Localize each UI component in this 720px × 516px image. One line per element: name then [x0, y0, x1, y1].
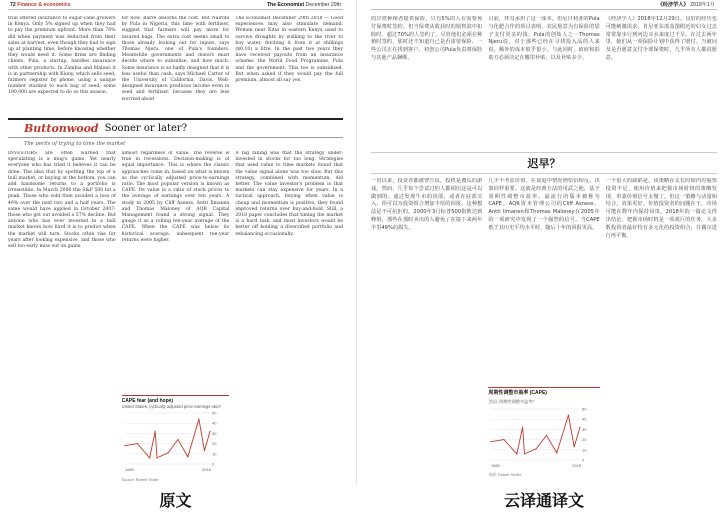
magazine-name: The Economist: [266, 1, 305, 8]
chart-source: 来源: Robert Shiller: [488, 473, 522, 478]
cape-data-point: [198, 419, 199, 420]
article-column-with-chart: [488, 178, 599, 483]
chart-subtitle: 美国, 周期性调整市盈率*: [488, 398, 535, 404]
page-divider: [356, 0, 357, 485]
cape-data-point: [524, 453, 525, 454]
text-column: 目前，拜耳承担了这一成本。但尼日利亚的Pula与化肥合作的项目表明，农民愿意为有保险的袋子支付更多的钱。Pula的创始人之一Thomas Njeru说，对于那些已经在寻找投入品的人来说，额外的成本似乎很小。与此同时，政府和捐助方必须决定在哪里补贴，以及补贴多少。: [488, 16, 600, 61]
chart-title: 周期性调整市盈率 (CAPE): [488, 390, 547, 396]
cape-data-point: [124, 445, 125, 446]
cape-data-point: [167, 453, 168, 454]
x-tick-label: 1880: [124, 467, 134, 473]
cape-data-point: [522, 426, 523, 427]
page-header: [8, 0, 343, 10]
y-tick-label: 30: [211, 431, 217, 437]
original-caption: 原文: [159, 491, 192, 510]
cape-data-point: [156, 458, 157, 459]
text-column: for now. Barre absorbs the cost. But Nairobi by Pula in Nigeria, this time with fertiliser, suggest that farmers will pay more for insured bags. The extra cost seems small to those already looking out for inputs, says Thomas Njeru, one of Pula's founders. Meanwhile governments and donors must decide where to subsidise, and how much. Some insurance is so badly designed that it is less useful than cash, says Michael Carter of the University of California, Davis. Well-designed insurance produces income even in seed and fertiliser, because they are less worried about: [121, 16, 230, 102]
cape-data-point: [154, 431, 155, 432]
previous-article-text: [8, 10, 343, 115]
x-tick-label: 1880: [491, 462, 501, 468]
cape-data-point: [568, 414, 569, 415]
cape-data-point: [204, 451, 205, 452]
text-column: 的甘蔗种植者提供保险，只有5%的人在需要预付保费时签约。但当保费从收获时的销售款中扣除时，超过70%的人签约了，尽管他们必须在种植时签约，那时还不知道自己是否需要保险。一些公司正在找到客户。初创公司Pula负责将保险与其他产品捆绑。: [371, 16, 483, 61]
y-tick-label: 10: [582, 446, 587, 452]
issue-date: December 29th: [305, 1, 341, 8]
text-column: 《经济学人》2018年12月29日。良好的经历也可能刺激需求。肯尼亚东部基图附近的妇女过去常常靠步行到河边买水来度过干旱。在过去两年里，她们从一项保险计划中获得了赔付。当被问及是否愿意支付全部保费时，几乎所有人都说愿意。: [605, 16, 717, 61]
y-tick-label: 30: [582, 426, 587, 432]
y-tick-label: 10: [211, 451, 217, 457]
y-tick-label: 40: [211, 421, 217, 427]
text-column: 几乎不考虑价值。在衰退中情况则恰恰相反。决策同样重要。这就是经典方法的用武之地，基于周期性调整市盈率。最流行的版本被称为CAPE。AQR资本管理公司的Cliff Asness、Antti Ilmanen和Thomas Maloney在2005年的一项研究中发现了一个强烈的信号。当CAPE低于其历史平均水平时，随后十年的回报更高。: [488, 178, 600, 231]
chart-plot: [122, 410, 222, 472]
text-column: almost regardless of value. The reverse is true in recessions. Decision-making is of equal importance. This is where the classic approaches come in, based on what is known as the cyclically adjusted price-to-earnings ratio. The most popular version is known as CAPE. Its value is a ratio of stock prices to the average of earnings over ten years. A study in 2005 by Cliff Asness, Antti Ilmanen and Thomas Maloney of AQR Capital Management found a strong signal. They gauge it as a rolling ten-year average of the CAPE. When the CAPE was below its historical average, subsequent ten-year returns were higher.: [121, 151, 230, 243]
chart-title: CAPE fear (and hope): [121, 398, 174, 404]
cape-data-point: [557, 452, 558, 453]
text-column: trial offered insurance to sugar-cane growers in Kenya. Only 5% signed up when they had to pay the premium upfront. More than 70% did when payment was deducted from their sales at harvest, even though they had to sign up at planting time, before knowing whether they would need it. Some firms are finding clients. Pula, a startup, handles insurance with other products. In Zambia and Malawi it is in partnership with Kiuny, which sells seed; farmers register by phone, using a unique number stacked to each bag of seed; some 190,000 are expected to do so this season.: [8, 16, 116, 96]
page-header: [371, 0, 717, 10]
translation-caption: 云译通译文: [503, 491, 584, 510]
article-body: [371, 178, 717, 485]
issue-date: 2018年1月: [690, 2, 715, 8]
chart-source: Source: Robert Shiller: [121, 477, 159, 482]
cape-data-point: [177, 439, 178, 440]
cape-data-point: [546, 435, 547, 436]
article-column-with-chart: [122, 151, 230, 485]
cape-series-line: [125, 420, 210, 459]
y-tick-label: 40: [582, 416, 587, 422]
y-tick-label: 20: [211, 441, 217, 447]
article-body: [8, 151, 343, 485]
text-column: A big falling was that the strategy under-invested in stocks for too long. Strategies that used value to time markets found that the value signal alone was too slow. But this strategy, combined with momentum, did better. The value investor's problem is that markets can stay expensive for years. In a tactical approach, buying when value is cheap and momentum is positive, they found improved returns over buy-and-hold. Still, a 2018 paper concludes that timing the market is a hard task, and most investors would be better off holding a diversified portfolio and rebalancing occasionally.: [235, 151, 343, 237]
y-tick-label: 50: [211, 410, 217, 416]
y-tick-label: 0: [211, 461, 214, 467]
page-number: 72: [10, 1, 16, 8]
column-heading: [8, 118, 343, 138]
y-tick-label: 50: [582, 406, 587, 412]
chart-subtitle: United States, cyclically adjusted price-earnings ratio*: [121, 404, 222, 410]
section-name: Finance & economics: [17, 1, 71, 8]
y-tick-label: 0: [582, 457, 585, 463]
cape-data-point: [209, 431, 210, 432]
cape-series-line: [491, 415, 580, 454]
x-tick-label: 2018: [572, 462, 582, 468]
cape-data-point: [580, 426, 581, 427]
cape-data-point: [136, 443, 137, 444]
chart-plot: [488, 406, 592, 468]
y-tick-label: 20: [582, 436, 587, 442]
cape-data-point: [517, 453, 518, 454]
cape-data-point: [187, 457, 188, 458]
cape-data-point: [504, 439, 505, 440]
x-tick-label: 2018: [201, 467, 211, 473]
article-title: Sooner or later?: [104, 123, 188, 134]
text-column: The Economist December 29th 2018 — Good experiences may also stimulate demand. Women near Kitui in eastern Kenya used to survive droughts by walking to the river to buy water, fetching it from it at shillings ($0.10) a litre. In the past two years they have received payouts from an insurance scheme: the World Food Programme, Pula and the government. This too is subsidised. But when asked if they would pay the full premium, almost all say yes.: [235, 16, 343, 84]
column-name: Buttonwood: [24, 122, 99, 135]
article-subtitle: The perils of trying to time the market: [24, 141, 126, 147]
cape-data-point: [574, 446, 575, 447]
text-column: 一个很大的缺陷是，该策略在太长时间内对股票投资不足。使用价值来把握市场时机的策略发现，单靠价值信号太慢了。但这一策略与动量相结合，效果更好。价值投资者的问题在于，市场可能在数年内保持昂贵。2018年的一篇论文得出结论，把握市场时机是一项艰巨的任务，大多数投资者最好持有多元化的投资组合，并偶尔进行再平衡。: [605, 178, 717, 239]
article-title: 迟早？: [371, 152, 717, 174]
cape-data-point: [536, 448, 537, 449]
cape-chart: [488, 387, 599, 480]
text-column: INVESTORS are often warned that speculating is a mug's game. Yet nearly everyone who has tried it believes it can be done. The idea that by spotting the top of a bull market, or buying at the bottom, you can add handsome returns to a portfolio is irresistible. In March 2000 the S&P 500 hit a peak. Those who sold then avoided a loss of 49% over the next two and a half years. The same would have applied in October 2007: those who got out avoided a 57% decline. But anyone who has ever invested in a bull market knows how hard it is to predict when the market will turn. Stocks often rise for years after looking expensive, and those who sell too early miss out on gains.: [8, 151, 116, 250]
text-column: 一直以来，投资者都被警告说，投机是傻瓜的游戏。然而，几乎每个尝试过的人都相信这是可以做到的。通过发现牛市的顶部，或者在底部买入，你可以为投资组合增加丰厚的回报，这种想法是不可抗拒的。2000年3月标普500指数达到峰值，那些在那时卖出的人避免了在接下来两年半里49%的损失。: [371, 178, 483, 231]
cape-data-point: [149, 458, 150, 459]
previous-article-text: [371, 10, 717, 150]
translated-page: [371, 0, 717, 485]
cape-chart: [122, 395, 230, 483]
cape-data-point: [491, 441, 492, 442]
original-page: [8, 0, 343, 485]
magazine-name: 《经济学人》: [657, 2, 689, 8]
